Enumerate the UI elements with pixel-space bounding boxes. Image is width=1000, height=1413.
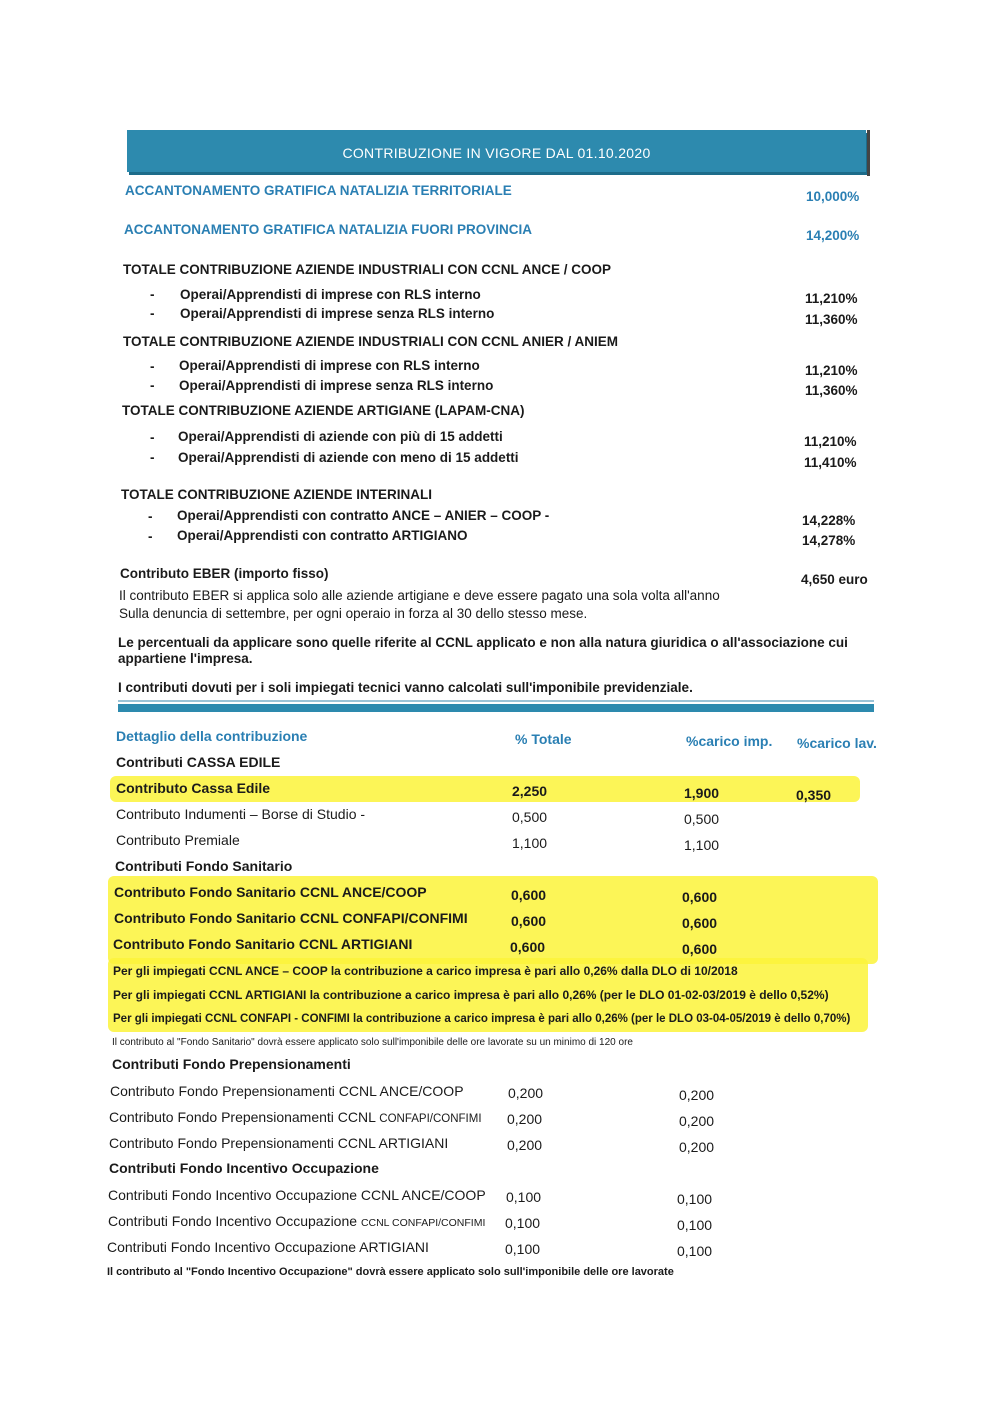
divider-thin bbox=[118, 700, 874, 702]
table-row-totale: 0,200 bbox=[507, 1137, 543, 1153]
table-row-imp: 0,100 bbox=[677, 1217, 713, 1233]
table-row-totale: 0,500 bbox=[512, 809, 548, 825]
gratifica-fuori-provincia-value: 14,200% bbox=[806, 228, 860, 243]
group-item-label: Operai/Apprendisti con contratto ARTIGIANO bbox=[177, 528, 468, 543]
table-row-imp: 0,600 bbox=[682, 941, 718, 957]
impiegati-note: I contributi dovuti per i soli impiegati tecnici vanno calcolati sull'imponibile previdenziale. bbox=[118, 680, 693, 695]
group-item-value: 11,360% bbox=[805, 312, 858, 327]
table-row-label-small: CONFAPI/CONFIMI bbox=[379, 1113, 482, 1125]
table-row-label: Contributo Fondo Sanitario CCNL ANCE/COOP bbox=[114, 884, 427, 900]
section-header-bar bbox=[127, 130, 866, 172]
section-title-incentivo-occupazione: Contributi Fondo Incentivo Occupazione bbox=[109, 1160, 379, 1176]
group-item-value: 14,228% bbox=[802, 513, 856, 528]
bullet-dash: - bbox=[150, 378, 155, 393]
bullet-dash: - bbox=[150, 359, 155, 374]
eber-title: Contributo EBER (importo fisso) bbox=[120, 566, 329, 581]
table-row-label: Contributo Fondo Sanitario CCNL ARTIGIANI bbox=[113, 936, 413, 952]
table-row-label bbox=[109, 1109, 482, 1125]
incentivo-footnote: Il contributo al "Fondo Incentivo Occupazione" dovrà essere applicato solo sull'imponibile delle ore lavorate bbox=[107, 1266, 674, 1278]
table-row-label: Contributi Fondo Incentivo Occupazione CCNL ANCE/COOP bbox=[108, 1187, 486, 1203]
section-title-prepensionamenti: Contributi Fondo Prepensionamenti bbox=[112, 1056, 351, 1072]
group-item-label: Operai/Apprendisti di imprese senza RLS interno bbox=[179, 378, 494, 393]
table-row-imp: 0,100 bbox=[677, 1191, 713, 1207]
table-row-label: Contributo Fondo Prepensionamenti CCNL ANCE/COOP bbox=[110, 1083, 464, 1099]
divider-bar bbox=[118, 704, 874, 712]
eber-description-line2: Sulla denuncia di settembre, per ogni operaio in forza al 30 dello stesso mese. bbox=[119, 606, 588, 621]
table-header-carico-imp: %carico imp. bbox=[686, 733, 773, 749]
table-row-totale: 0,100 bbox=[505, 1241, 541, 1257]
group-item-label: Operai/Apprendisti di aziende con più di 15 addetti bbox=[178, 429, 503, 444]
table-row-label bbox=[108, 1213, 485, 1229]
table-row-label: Contributo Fondo Sanitario CCNL CONFAPI/CONFIMI bbox=[114, 910, 468, 926]
group-item-label: Operai/Apprendisti di imprese con RLS interno bbox=[180, 287, 481, 302]
gratifica-territoriale-value: 10,000% bbox=[806, 189, 860, 204]
table-row-label: Contributo Fondo Prepensionamenti CCNL ARTIGIANI bbox=[109, 1135, 449, 1151]
group-item-value: 11,410% bbox=[804, 455, 857, 470]
table-row-totale: 1,100 bbox=[512, 835, 548, 851]
table-row-imp: 0,600 bbox=[682, 915, 718, 931]
ccnl-note-line1: Le percentuali da applicare sono quelle riferite al CCNL applicato e non alla natura giuridica o all'associazione cui bbox=[118, 635, 848, 650]
sanitario-note: Per gli impiegati CCNL CONFAPI - CONFIMI la contribuzione a carico impresa è pari allo 0,26% (per le DLO 03-04-05/2019 è dello 0,70%) bbox=[113, 1013, 851, 1025]
table-row-imp: 0,200 bbox=[679, 1139, 715, 1155]
section-title-cassa-edile: Contributi CASSA EDILE bbox=[116, 754, 281, 770]
table-row-label-small: CCNL CONFAPI/CONFIMI bbox=[360, 1217, 486, 1229]
table-row-totale: 0,200 bbox=[507, 1111, 543, 1127]
group-title-artigiane: TOTALE CONTRIBUZIONE AZIENDE ARTIGIANE (LAPAM-CNA) bbox=[122, 403, 525, 418]
bullet-dash: - bbox=[150, 306, 155, 321]
sanitario-note: Per gli impiegati CCNL ARTIGIANI la contribuzione a carico impresa è pari allo 0,26% (per le DLO 01-02-03/2019 è dello 0,52%) bbox=[113, 988, 829, 1002]
table-header-detail: Dettaglio della contribuzione bbox=[116, 728, 308, 744]
group-item-label: Operai/Apprendisti di aziende con meno di 15 addetti bbox=[178, 450, 519, 465]
table-row-totale: 0,600 bbox=[511, 887, 547, 903]
bullet-dash: - bbox=[150, 430, 155, 445]
table-row-imp: 1,100 bbox=[684, 837, 720, 853]
header-bar-edge bbox=[867, 130, 870, 176]
table-row-label: Contributo Indumenti – Borse di Studio - bbox=[116, 806, 366, 822]
table-row-imp: 0,200 bbox=[679, 1113, 715, 1129]
bullet-dash: - bbox=[150, 287, 155, 302]
group-item-label: Operai/Apprendisti di imprese con RLS interno bbox=[179, 358, 480, 373]
table-row-imp: 1,900 bbox=[684, 785, 720, 801]
gratifica-fuori-provincia-label: ACCANTONAMENTO GRATIFICA NATALIZIA FUORI PROVINCIA bbox=[124, 222, 532, 237]
table-row-label-main: Contributi Fondo Incentivo Occupazione bbox=[108, 1213, 361, 1229]
table-header-carico-lav: %carico lav. bbox=[797, 735, 877, 751]
table-row-label: Contributi Fondo Incentivo Occupazione ARTIGIANI bbox=[107, 1239, 429, 1255]
group-item-value: 14,278% bbox=[802, 533, 856, 548]
sanitario-footnote: Il contributo al "Fondo Sanitario" dovrà essere applicato solo sull'imponibile delle ore lavorate su un minimo di 120 ore bbox=[112, 1037, 633, 1048]
table-row-imp: 0,200 bbox=[679, 1087, 715, 1103]
group-item-value: 11,210% bbox=[805, 291, 858, 306]
group-title-anier-aniem: TOTALE CONTRIBUZIONE AZIENDE INDUSTRIALI CON CCNL ANIER / ANIEM bbox=[123, 334, 618, 349]
group-title-ance-coop: TOTALE CONTRIBUZIONE AZIENDE INDUSTRIALI CON CCNL ANCE / COOP bbox=[123, 262, 612, 277]
group-item-label: Operai/Apprendisti con contratto ANCE – ANIER – COOP - bbox=[177, 508, 550, 523]
table-row-totale: 0,600 bbox=[510, 939, 546, 955]
table-row-imp: 0,600 bbox=[682, 889, 718, 905]
table-row-totale: 0,600 bbox=[511, 913, 547, 929]
table-row-totale: 0,100 bbox=[505, 1215, 541, 1231]
table-row-label: Contributo Cassa Edile bbox=[116, 780, 271, 796]
section-title: CONTRIBUZIONE IN VIGORE DAL 01.10.2020 bbox=[342, 145, 651, 161]
group-title-interinali: TOTALE CONTRIBUZIONE AZIENDE INTERINALI bbox=[121, 487, 432, 502]
eber-description-line1: Il contributo EBER si applica solo alle aziende artigiane e deve essere pagato una sola volta all'anno bbox=[119, 588, 720, 603]
ccnl-note-line2: appartiene l'impresa. bbox=[118, 651, 253, 666]
group-item-value: 11,210% bbox=[804, 434, 857, 449]
table-header-totale: % Totale bbox=[515, 731, 572, 747]
section-title-fondo-sanitario: Contributi Fondo Sanitario bbox=[115, 858, 293, 874]
table-row-label: Contributo Premiale bbox=[116, 832, 240, 848]
table-row-totale: 0,200 bbox=[508, 1085, 544, 1101]
table-row-imp: 0,100 bbox=[677, 1243, 713, 1259]
bullet-dash: - bbox=[148, 529, 153, 544]
gratifica-territoriale-label: ACCANTONAMENTO GRATIFICA NATALIZIA TERRITORIALE bbox=[125, 183, 512, 198]
eber-value: 4,650 euro bbox=[801, 572, 868, 587]
group-item-value: 11,210% bbox=[805, 363, 858, 378]
table-row-lav: 0,350 bbox=[796, 787, 832, 803]
table-row-imp: 0,500 bbox=[684, 811, 720, 827]
table-row-totale: 2,250 bbox=[512, 783, 548, 799]
table-row-totale: 0,100 bbox=[506, 1189, 542, 1205]
bullet-dash: - bbox=[150, 450, 155, 465]
sanitario-note: Per gli impiegati CCNL ANCE – COOP la contribuzione a carico impresa è pari allo 0,26% dalla DLO di 10/2018 bbox=[113, 964, 738, 978]
group-item-label: Operai/Apprendisti di imprese senza RLS interno bbox=[180, 306, 495, 321]
bullet-dash: - bbox=[148, 509, 153, 524]
table-row-label-main: Contributo Fondo Prepensionamenti CCNL bbox=[109, 1109, 380, 1125]
group-item-value: 11,360% bbox=[805, 383, 858, 398]
